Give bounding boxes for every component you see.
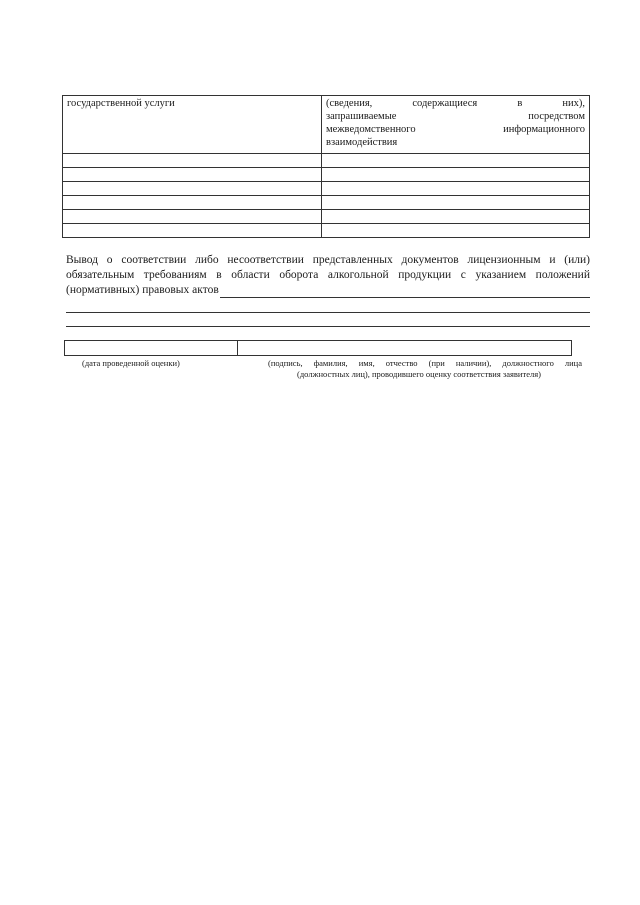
person-caption-line-1: (подпись, фамилия, имя, отчество (при наличии), должностного лица	[268, 358, 582, 368]
table-cell[interactable]	[322, 196, 590, 210]
table-row	[63, 196, 590, 210]
date-caption: (дата проведенной оценки)	[82, 358, 180, 368]
header-cell-service	[63, 96, 322, 154]
conclusion-line-1: Вывод о соответствии либо несоответствии представленных документов лицензионным и (или)	[66, 254, 590, 266]
date-field[interactable]	[65, 341, 238, 356]
table-cell[interactable]	[63, 196, 322, 210]
conclusion-line-3: (нормативных) правовых актов	[66, 284, 219, 296]
person-caption-line-2: (должностных лиц), проводившего оценку соответствия заявителя)	[297, 369, 541, 379]
signature-table	[64, 340, 572, 356]
header-info-line-3: межведомственного информационного	[326, 124, 585, 135]
header-info-line-2: запрашиваемые посредством	[326, 111, 585, 122]
table-cell[interactable]	[63, 168, 322, 182]
table-header-row	[63, 96, 590, 154]
conclusion-fill-line[interactable]	[220, 286, 590, 298]
conclusion-blank-line-2[interactable]	[66, 326, 590, 327]
table-cell[interactable]	[322, 224, 590, 238]
table-row	[63, 224, 590, 238]
table-row	[63, 168, 590, 182]
requests-table	[62, 95, 590, 238]
table-cell[interactable]	[63, 224, 322, 238]
table-row	[63, 154, 590, 168]
header-info-line-1: (сведения, содержащиеся в них),	[326, 98, 585, 109]
conclusion-line-3-wrapper	[66, 283, 590, 298]
header-cell-info	[322, 96, 590, 154]
signature-field[interactable]	[238, 341, 572, 356]
table-cell[interactable]	[322, 182, 590, 196]
header-service-text: государственной услуги	[67, 98, 175, 109]
conclusion-blank-line-1[interactable]	[66, 312, 590, 313]
header-info-line-4: взаимодействия	[326, 137, 398, 148]
table-cell[interactable]	[322, 210, 590, 224]
conclusion-paragraph	[66, 253, 590, 298]
signature-row	[65, 341, 572, 356]
person-caption	[256, 358, 582, 380]
table-cell[interactable]	[63, 182, 322, 196]
conclusion-line-2: обязательным требованиям в области оборота алкогольной продукции с указанием положений	[66, 269, 590, 281]
table-row	[63, 182, 590, 196]
table-cell[interactable]	[322, 154, 590, 168]
table-cell[interactable]	[322, 168, 590, 182]
table-row	[63, 210, 590, 224]
table-cell[interactable]	[63, 154, 322, 168]
table-cell[interactable]	[63, 210, 322, 224]
